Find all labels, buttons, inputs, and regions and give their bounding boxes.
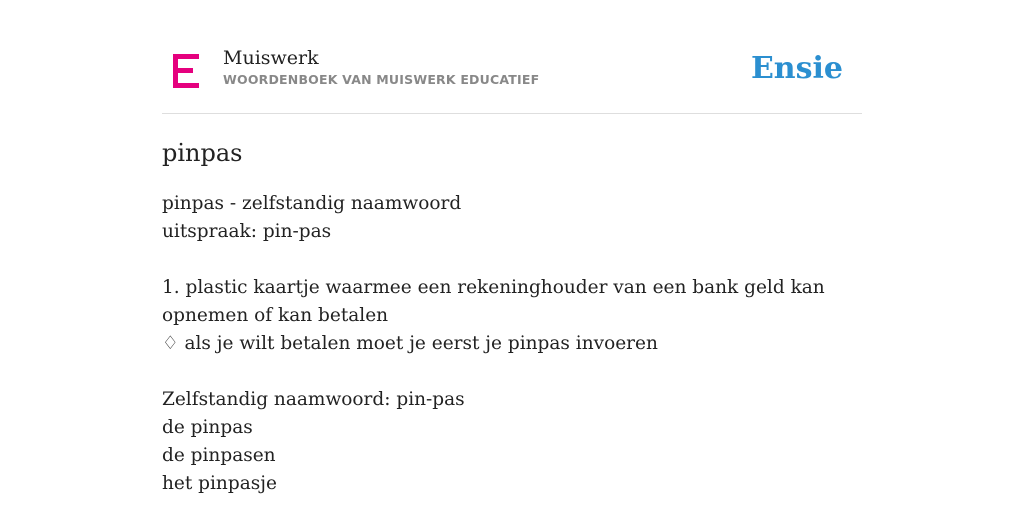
entry-definition: 1. plastic kaartje waarmee een rekeninghouder van een bank geld kan opnemen of kan betalen [162,277,825,326]
entry-grammar-heading: Zelfstandig naamwoord: pin-pas [162,389,465,410]
spacer [162,358,862,386]
entry-form-singular: de pinpas [162,417,253,438]
logo-bar-top [173,54,199,59]
logo-bar-middle [173,68,193,73]
site-header [162,0,862,114]
brand-block[interactable] [223,46,539,88]
muiswerk-logo-icon[interactable] [173,54,199,88]
dictionary-entry [162,190,862,498]
entry-headword-line: pinpas - zelfstandig naamwoord [162,193,462,214]
brand-name: Muiswerk [223,47,319,69]
entry-form-plural: de pinpasen [162,445,276,466]
logo-bar-bottom [173,83,199,88]
entry-pronunciation: uitspraak: pin-pas [162,221,332,242]
spacer [162,246,862,274]
ensie-logo-link[interactable]: Ensie [750,51,843,86]
entry-example: ♢ als je wilt betalen moet je eerst je pinpas invoeren [162,333,658,354]
page-title: pinpas [162,139,243,167]
page-container [162,0,862,494]
entry-form-diminutive: het pinpasje [162,473,277,494]
brand-subtitle: WOORDENBOEK VAN MUISWERK EDUCATIEF [223,72,540,87]
